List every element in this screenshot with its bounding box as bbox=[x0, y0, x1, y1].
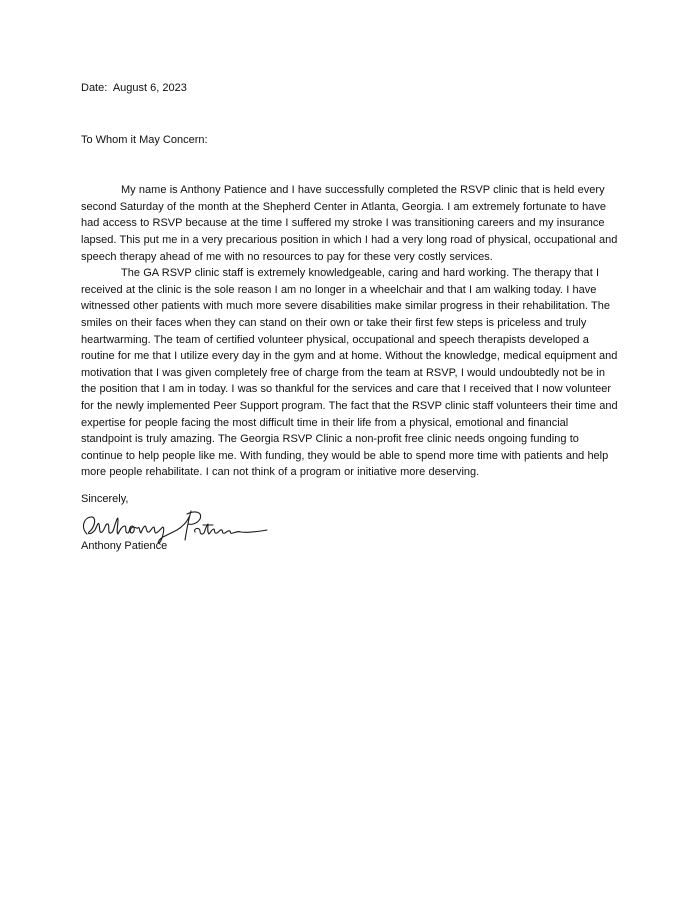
body-text bbox=[81, 182, 619, 481]
signer-name: Anthony Patience bbox=[81, 540, 168, 553]
letter-body bbox=[81, 80, 619, 555]
salutation: To Whom it May Concern: bbox=[81, 133, 208, 146]
paragraph-1: My name is Anthony Patience and I have successfully completed the RSVP clinic that is held every second Saturday of the month at the Shepherd Center in Atlanta, Georgia. I am extremely fortunate to have had access to RSVP because at the time I suffered my stroke I was transitioning careers and my insurance lapsed. This put me in a very precarious position in which I had a very long road of physical, occupational and speech therapy ahead of me with no resources to pay for these very costly services. bbox=[81, 184, 618, 263]
date-line bbox=[81, 80, 619, 97]
date-label: Date: bbox=[81, 82, 108, 94]
closing: Sincerely, bbox=[81, 492, 129, 505]
paragraph-2: The GA RSVP clinic staff is extremely knowledgeable, caring and hard working. The therapy that I received at the clinic is the sole reason I am no longer in a wheelchair and that I am walking today. I have witnessed other patients with much more severe disabilities make similar progress in their rehabilitation. The smiles on their faces when they can stand on their own or take their first few steps is priceless and truly heartwarming. The team of certified volunteer physical, occupational and speech therapists developed a routine for me that I utilize every day in the gym and at home. Without the knowledge, medical equipment and motivation that I was given completely free of charge from the team at RSVP, I would undoubtedly not be in the position that I am in today. I was so thankful for the services and care that I received that I now volunteer for the newly implemented Peer Support program. The fact that the RSVP clinic staff volunteers their time and expertise for people facing the most difficult time in their life from a physical, emotional and financial standpoint is truly amazing. The Georgia RSVP Clinic a non-profit free clinic needs ongoing funding to continue to help people like me. With funding, they would be able to spend more time with patients and help more people rehabilitate. I can not think of a program or initiative more deserving. bbox=[81, 267, 618, 479]
date-value: August 6, 2023 bbox=[112, 82, 187, 94]
